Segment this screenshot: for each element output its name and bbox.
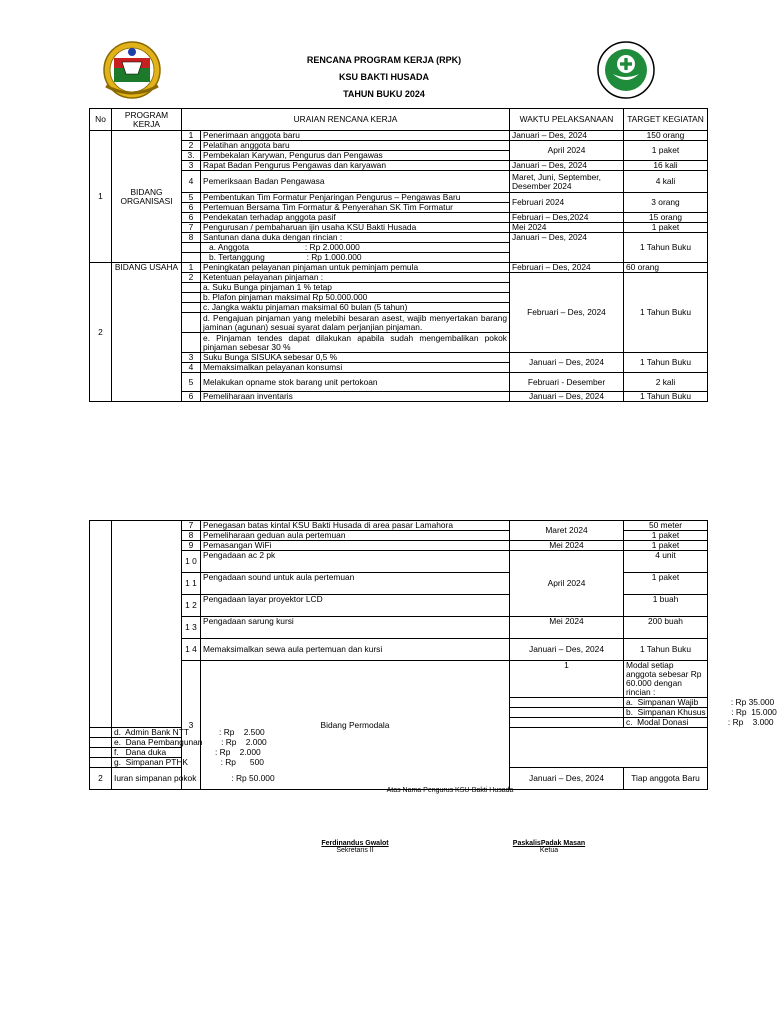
item-no: 9: [182, 541, 201, 551]
item-target: 1 Tahun Buku: [624, 392, 708, 402]
item-text: Rapat Badan Pengurus Pengawas dan karyawan: [201, 161, 510, 171]
item-no: 1 0: [182, 551, 201, 573]
item-no: 2: [90, 768, 112, 790]
item-text: Penegasan batas kintal KSU Bakti Husada di area pasar Lamahora: [201, 521, 510, 531]
item-no: 1 2: [182, 595, 201, 617]
item-subtext: a. Anggota : Rp 2.000.000: [201, 243, 510, 253]
program-name: BIDANG USAHA: [112, 263, 182, 402]
item-waktu: Januari – Des, 2024: [510, 131, 624, 141]
item-text: Pembekalan Karywan, Pengurus dan Pengawas: [201, 151, 510, 161]
program-no: 1: [90, 131, 112, 263]
item-no: 8: [182, 233, 201, 243]
item-target: 16 kali: [624, 161, 708, 171]
signature-ketua: [484, 840, 614, 854]
item-subtext: d. Pengajuan pinjaman yang melebihi besaran asest, wajib menyertakan barang jaminan (agunan) sesuai syarat dalam perjanjian pinjaman.: [201, 313, 510, 333]
bakti-husada-logo: [596, 40, 656, 100]
item-no: 4: [182, 363, 201, 373]
header-title-line3: TAHUN BUKU 2024: [343, 89, 425, 99]
item-no: 1: [182, 131, 201, 141]
item-target: 50 meter: [624, 521, 708, 531]
item-text: Iuran simpanan pokok : Rp 50.000: [112, 768, 182, 790]
header-title-line2: KSU BAKTI HUSADA: [339, 72, 429, 82]
item-waktu: Februari – Des, 2024: [510, 273, 624, 353]
item-no-empty: [90, 738, 112, 748]
item-no: 1 3: [182, 617, 201, 639]
sekretaris-name: Ferdinandus Gwalot: [321, 840, 389, 847]
item-target: 1 paket: [624, 223, 708, 233]
item-no: 7: [182, 521, 201, 531]
item-waktu: Februari – Des,2024: [510, 213, 624, 223]
item-waktu: Februari - Desember: [510, 373, 624, 392]
item-subtext: b. Simpanan Khusus : Rp 15.000: [624, 708, 708, 718]
item-no: 1: [182, 263, 201, 273]
item-no-empty: [182, 293, 201, 303]
item-no-empty: [182, 313, 201, 333]
item-subtext: c. Modal Donasi : Rp 3.000: [624, 718, 708, 728]
item-waktu: Januari – Des, 2024: [510, 353, 624, 373]
item-target: Tiap anggota Baru: [624, 768, 708, 790]
item-no: 6: [182, 392, 201, 402]
item-text: Memaksimalkan sewa aula pertemuan dan kursi: [201, 639, 510, 661]
item-target: 1 buah: [624, 595, 708, 617]
item-target: 1 Tahun Buku: [624, 273, 708, 353]
item-target: 1 paket: [624, 141, 708, 161]
item-target: 15 orang: [624, 213, 708, 223]
header-target: TARGET KEGIATAN: [624, 109, 708, 131]
item-text: Ketentuan pelayanan pinjaman :: [201, 273, 510, 283]
item-subtext: e. Dana Pembangunan : Rp 2.000: [112, 738, 182, 748]
program-name-empty: [112, 521, 182, 728]
item-no: 3.: [182, 151, 201, 161]
item-target: 1 Tahun Buku: [624, 353, 708, 373]
ketua-role: Ketua: [539, 847, 559, 854]
atas-nama-text: Atas Nama Pengurus KSU-Bakti Husada: [386, 787, 514, 794]
item-no: 3: [182, 161, 201, 171]
item-text: Pendekatan terhadap anggota pasif: [201, 213, 510, 223]
item-no-empty: [182, 253, 201, 263]
header-waktu: WAKTU PELAKSANAAN: [510, 109, 624, 131]
program-no: 3: [182, 661, 201, 790]
item-waktu: Maret 2024: [510, 521, 624, 541]
rpk-table-page1: [89, 108, 708, 402]
item-no-empty: [182, 303, 201, 313]
item-waktu: April 2024: [510, 141, 624, 161]
item-text: Melakukan opname stok barang unit pertokoan: [201, 373, 510, 392]
item-target: 1 Tahun Buku: [624, 639, 708, 661]
item-text: Peningkatan pelayanan pinjaman untuk peminjam pemula: [201, 263, 510, 273]
item-text: Penerimaan anggota baru: [201, 131, 510, 141]
item-no-empty: [510, 718, 624, 728]
item-target: 1 Tahun Buku: [624, 233, 708, 263]
item-target: 60 orang: [624, 263, 708, 273]
item-text: Memaksimalkan pelayanan konsumsi: [201, 363, 510, 373]
item-subtext: a. Suku Bunga pinjaman 1 % tetap: [201, 283, 510, 293]
signature-sekretaris: [290, 840, 420, 854]
item-no-empty: [510, 708, 624, 718]
item-no-empty: [90, 748, 112, 758]
item-target: 2 kali: [624, 373, 708, 392]
item-waktu: Januari – Des, 2024: [510, 392, 624, 402]
item-no: 1: [510, 661, 624, 698]
item-subtext: g. Simpanan PTHK : Rp 500: [112, 758, 182, 768]
item-no: 5: [182, 373, 201, 392]
sekretaris-role: Sekretaris II: [336, 847, 374, 854]
item-no: 1 4: [182, 639, 201, 661]
item-subtext: b. Plafon pinjaman maksimal Rp 50.000.000: [201, 293, 510, 303]
item-subtext: c. Jangka waktu pinjaman maksimal 60 bulan (5 tahun): [201, 303, 510, 313]
item-no: 2: [182, 273, 201, 283]
header-no: No: [90, 109, 112, 131]
item-text: Pelatihan anggota baru: [201, 141, 510, 151]
item-no: 6: [182, 203, 201, 213]
item-subtext: f. Dana duka : Rp 2.000: [112, 748, 182, 758]
item-waktu: Januari – Des, 2024: [510, 161, 624, 171]
item-no: 3: [182, 353, 201, 363]
item-no-empty: [90, 758, 112, 768]
item-text: Modal setiap anggota sebesar Rp 60.000 dengan rincian :: [624, 661, 708, 698]
item-target: 3 orang: [624, 193, 708, 213]
item-target: 1 paket: [624, 531, 708, 541]
item-target: 1 paket: [624, 573, 708, 595]
program-name: BIDANG ORGANISASI: [112, 131, 182, 263]
item-no: 8: [182, 531, 201, 541]
ketua-name: PaskalisPadak Masan: [512, 840, 586, 847]
item-target: 200 buah: [624, 617, 708, 639]
item-waktu: Mei 2024: [510, 617, 624, 639]
item-waktu: Februari – Des, 2024: [510, 263, 624, 273]
program-name: Bidang Permodala: [201, 661, 510, 790]
item-subtext: e. Pinjaman tendes dapat dilakukan apabila sudah mengembalikan pokok pinjaman sebesar 30 %: [201, 333, 510, 353]
program-no: 2: [90, 263, 112, 402]
item-text: Pertemuan Bersama Tim Formatur & Penyerahan SK Tim Formatur: [201, 203, 510, 213]
item-text: Pengadaan sarung kursi: [201, 617, 510, 639]
item-text: Pengadaan ac 2 pk: [201, 551, 510, 573]
item-no: 1 1: [182, 573, 201, 595]
document-header: [0, 40, 768, 105]
item-no: 7: [182, 223, 201, 233]
item-waktu: Mei 2024: [510, 541, 624, 551]
item-no: 4: [182, 171, 201, 193]
item-no-empty: [182, 283, 201, 293]
program-no-empty: [90, 521, 112, 728]
item-no-empty: [90, 728, 112, 738]
item-no-empty: [182, 243, 201, 253]
item-no: 5: [182, 193, 201, 203]
item-waktu: Januari – Des, 2024: [510, 768, 624, 790]
item-target: 150 orang: [624, 131, 708, 141]
item-waktu: Januari – Des, 2024: [510, 233, 624, 263]
item-no-empty: [510, 698, 624, 708]
item-target: 1 paket: [624, 541, 708, 551]
item-target: 4 kali: [624, 171, 708, 193]
header-uraian: URAIAN RENCANA KERJA: [182, 109, 510, 131]
header-title-line1: RENCANA PROGRAM KERJA (RPK): [306, 55, 462, 65]
item-subtext: b. Tertanggung : Rp 1.000.000: [201, 253, 510, 263]
item-waktu: Januari – Des, 2024: [510, 639, 624, 661]
item-text: Pengadaan layar proyektor LCD: [201, 595, 510, 617]
item-text: Suku Bunga SISUKA sebesar 0,5 %: [201, 353, 510, 363]
item-text: Pemasangan WiFi: [201, 541, 510, 551]
item-waktu: Maret, Juni, September, Desember 2024: [510, 171, 624, 193]
item-text: Pemeliharaan inventaris: [201, 392, 510, 402]
item-text: Pemeliharaan geduan aula pertemuan: [201, 531, 510, 541]
rpk-table-page2: [89, 520, 777, 790]
item-no: 2: [182, 141, 201, 151]
item-waktu: April 2024: [510, 551, 624, 617]
item-text: Pengadaan sound untuk aula pertemuan: [201, 573, 510, 595]
item-text: Pembentukan Tim Formatur Penjaringan Pengurus – Pengawas Baru: [201, 193, 510, 203]
item-subtext: a. Simpanan Wajib : Rp 35.000: [624, 698, 708, 708]
item-text: Pemeriksaan Badan Pengawasa: [201, 171, 510, 193]
item-target: 4 unit: [624, 551, 708, 573]
item-text: Pengurusan / pembaharuan ijin usaha KSU Bakti Husada: [201, 223, 510, 233]
item-subtext: d. Admin Bank NTT : Rp 2.500: [112, 728, 182, 738]
item-waktu: Februari 2024: [510, 193, 624, 213]
item-text: Santunan dana duka dengan rincian :: [201, 233, 510, 243]
header-program-kerja: PROGRAM KERJA: [112, 109, 182, 131]
item-no: 6: [182, 213, 201, 223]
item-no-empty: [182, 333, 201, 353]
item-waktu: Mei 2024: [510, 223, 624, 233]
